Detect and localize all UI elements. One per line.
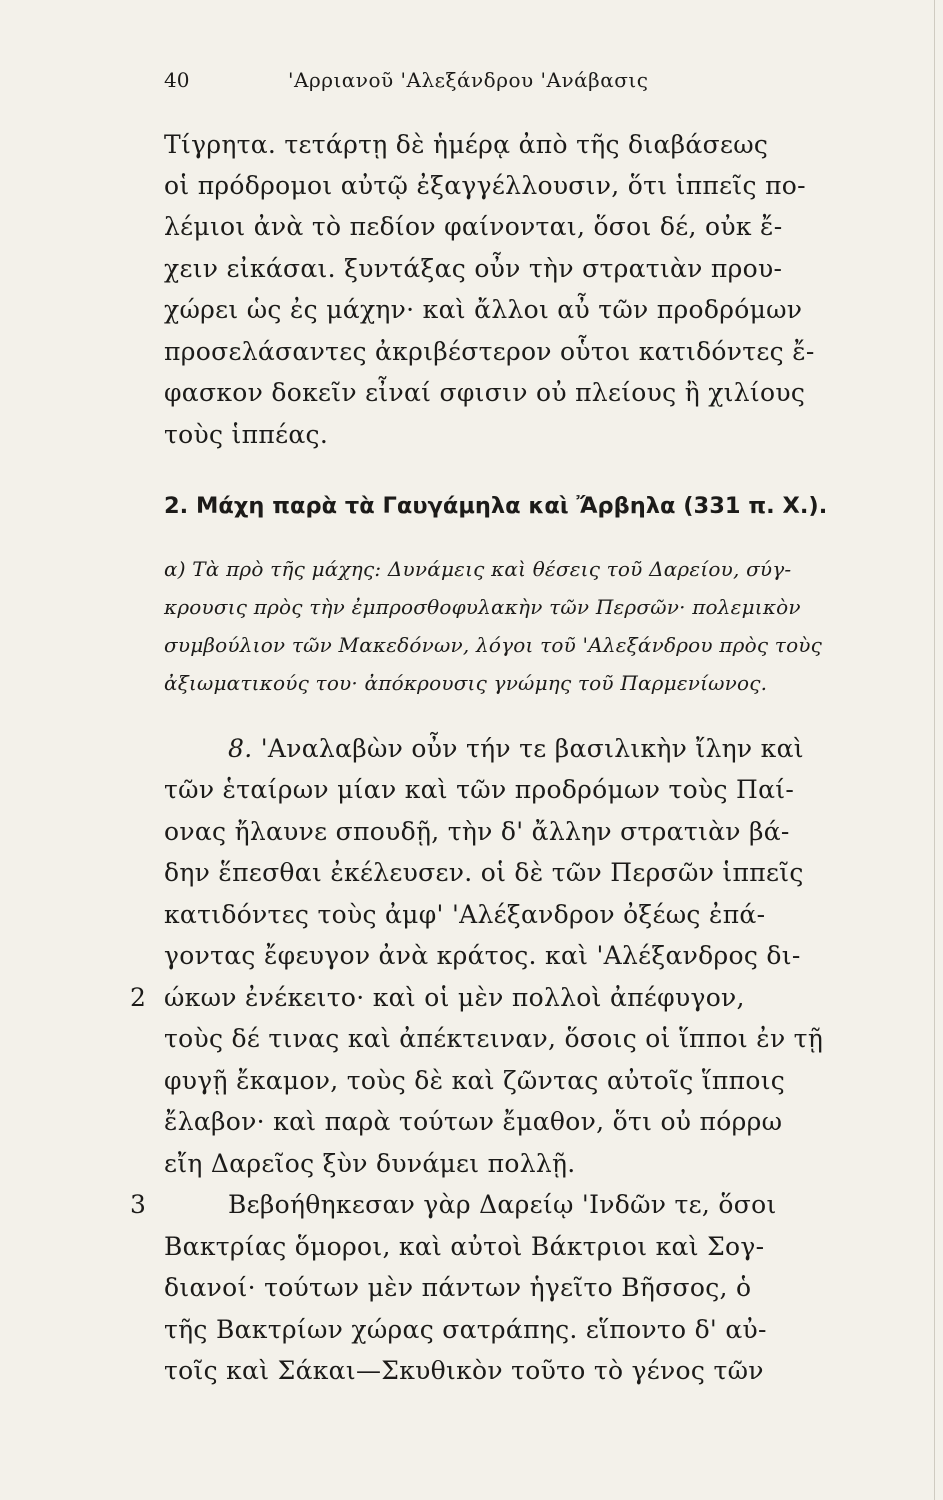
paragraph-first-line [228, 734, 886, 763]
text-line: τῆς Βακτρίων χώρας σατράπης. εἵποντο δ' αὐ- [164, 1315, 767, 1344]
text-line: δην ἕπεσθαι ἐκέλευσεν. οἱ δὲ τῶν Περσῶν ἱππεῖς [164, 858, 804, 887]
running-head: 'Αρριανοῦ 'Αλεξάνδρου 'Ανάβασις [288, 68, 649, 92]
summary-line: κρουσις πρὸς τὴν ἐμπροσθοφυλακὴν τῶν Περσῶν· πολεμικὸν [164, 595, 801, 619]
text-line: διανοί· τούτων μὲν πάντων ἡγεῖτο Βῆσσος, ὁ [164, 1273, 752, 1302]
section-heading: 2. Μάχη παρὰ τὰ Γαυγάμηλα καὶ Ἄρβηλα (331 π. Χ.). [164, 493, 828, 519]
page-header [164, 68, 884, 104]
summary-line: α) Τὰ πρὸ τῆς μάχης: Δυνάμεις καὶ θέσεις τοῦ Δαρείου, σύγ- [164, 557, 792, 581]
section-number: 8. [228, 734, 253, 763]
page-number: 40 [164, 68, 190, 92]
text-line: προσελάσαντες ἀκριβέστερον οὗτοι κατιδόντες ἔ- [164, 337, 815, 366]
text-line: φασκον δοκεῖν εἶναί σφισιν οὐ πλείους ἢ χιλίους [164, 378, 806, 407]
text-line: τοῖς καὶ Σάκαι—Σκυθικὸν τοῦτο τὸ γένος τῶν [164, 1356, 764, 1385]
text-line: τοὺς δέ τινας καὶ ἀπέκτειναν, ὅσοις οἱ ἵπποι ἐν τῇ [164, 1024, 824, 1053]
text-line: φυγῇ ἔκαμον, τοὺς δὲ καὶ ζῶντας αὐτοῖς ἵπποις [164, 1066, 786, 1095]
text-line: ἔλαβον· καὶ παρὰ τούτων ἔμαθον, ὅτι οὐ πόρρω [164, 1107, 783, 1136]
text-line: τοὺς ἱππέας. [164, 420, 329, 449]
text-line: χώρει ὡς ἐς μάχην· καὶ ἄλλοι αὖ τῶν προδρόμων [164, 295, 803, 324]
text-line: κατιδόντες τοὺς ἀμφ' 'Αλέξανδρον ὀξέως ἐπά- [164, 900, 766, 929]
page-edge [934, 0, 935, 1500]
margin-number: 3 [130, 1190, 146, 1219]
summary-line: ἀξιωματικούς του· ἀπόκρουσις γνώμης τοῦ Παρμενίωνος. [164, 671, 768, 695]
text-line: Τίγρητα. τετάρτῃ δὲ ἡμέρᾳ ἀπὸ τῆς διαβάσεως [164, 130, 769, 159]
text-line: τῶν ἑταίρων μίαν καὶ τῶν προδρόμων τοὺς Παί- [164, 775, 795, 804]
text-line: ώκων ἐνέκειτο· καὶ οἱ μὲν πολλοὶ ἀπέφυγον, [164, 983, 745, 1012]
text-line: 'Αναλαβὼν οὖν τήν τε βασιλικὴν ἴλην καὶ [260, 734, 804, 763]
summary-line: συμβούλιον τῶν Μακεδόνων, λόγοι τοῦ 'Αλεξάνδρου πρὸς τοὺς [164, 633, 823, 657]
text-line: εἴη Δαρεῖος ξὺν δυνάμει πολλῇ. [164, 1149, 576, 1178]
text-line: Βεβοήθηκεσαν γὰρ Δαρείῳ 'Ινδῶν τε, ὅσοι [228, 1190, 777, 1219]
margin-number: 2 [130, 983, 146, 1012]
text-line: ονας ἤλαυνε σπουδῇ, τὴν δ' ἄλλην στρατιὰν βά- [164, 817, 790, 846]
text-line: οἱ πρόδρομοι αὐτῷ ἐξαγγέλλουσιν, ὅτι ἱππεῖς πο- [164, 171, 806, 200]
text-line: λέμιοι ἀνὰ τὸ πεδίον φαίνονται, ὅσοι δέ, οὐκ ἔ- [164, 212, 783, 241]
text-line: χειν εἰκάσαι. ξυντάξας οὖν τὴν στρατιὰν πρου- [164, 254, 783, 283]
text-line: Βακτρίας ὅμοροι, καὶ αὐτοὶ Βάκτριοι καὶ Σογ- [164, 1232, 765, 1261]
text-line: γοντας ἔφευγον ἀνὰ κράτος. καὶ 'Αλέξανδρος δι- [164, 941, 801, 970]
